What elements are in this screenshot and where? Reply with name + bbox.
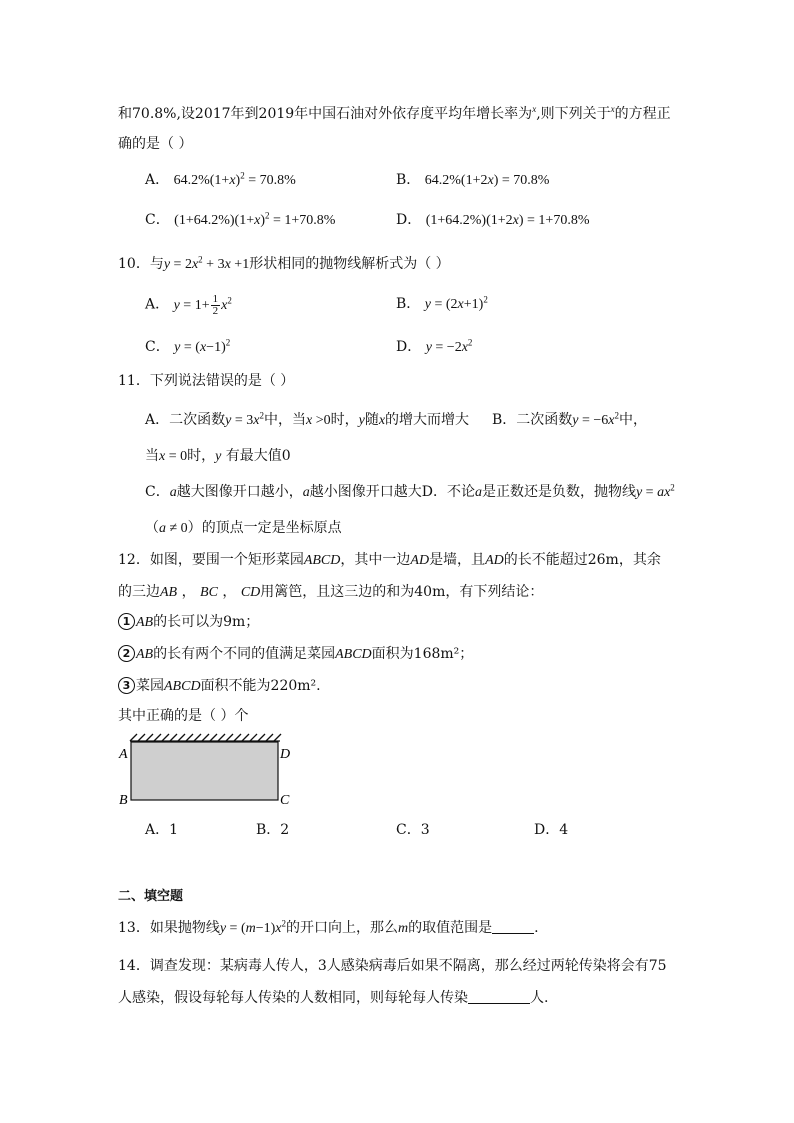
- q11-c-var-a-2: a: [302, 485, 310, 500]
- q11-c-var-a: a: [169, 485, 177, 500]
- q10-stem-b: 形状相同的抛物线解析式为（ ）: [249, 256, 450, 272]
- q12-option-a-value: 1: [169, 822, 179, 838]
- q9-stem-text-c: 的方程正: [614, 106, 671, 122]
- q14-text-a: 人感染，假设每轮每人传染的人数相同，则每轮每人传染: [118, 990, 468, 1006]
- section-heading: 二、填空题: [118, 889, 184, 904]
- q10-option-d-label: D．: [396, 339, 422, 355]
- wall-hatching: [130, 734, 281, 741]
- q11-option-a-b[interactable]: [145, 410, 647, 431]
- q12-option-a-label: A．: [145, 822, 170, 838]
- q10-option-c-label: C．: [145, 339, 170, 355]
- q11-b-text-4: 时，: [187, 448, 216, 464]
- q12-option-b[interactable]: [256, 820, 289, 840]
- circled-number-1: 1: [118, 613, 135, 630]
- q11-a-var-x: x: [378, 413, 386, 428]
- garden-rectangle: [131, 742, 278, 800]
- q10-option-a-label: A．: [145, 296, 170, 313]
- q11-a-formula: $y = 3x^2$: [225, 410, 264, 428]
- q9-var-x: x: [532, 104, 537, 115]
- q11-d-text-3: 的顶点一定是坐标原点: [201, 520, 342, 536]
- q12-text-2d: 用篱笆，且这三边的和为40m，有下列结论：: [260, 584, 544, 600]
- q11-b-cond: x = 0: [159, 449, 188, 464]
- q12-text-1a: 12．如图，要围一个矩形菜园: [118, 552, 304, 568]
- garden-figure: [118, 730, 308, 810]
- q11-option-c-d[interactable]: [145, 482, 675, 503]
- q14-answer-blank[interactable]: [468, 989, 530, 1004]
- q9-stem-line2: 确的是（ ）: [118, 136, 193, 152]
- q10-option-b-label: B．: [396, 296, 421, 312]
- q12-conclusion-3: 3 菜园ABCD面积不能为220m².: [118, 676, 321, 697]
- q11-c-text-2: 越大图像开口越小，: [176, 484, 303, 500]
- q12-c3-text-b: 面积不能为220m².: [200, 678, 321, 694]
- q11-a-var-y: y: [358, 413, 365, 428]
- label-c: C: [280, 793, 290, 808]
- q10-option-c[interactable]: [145, 337, 230, 358]
- q12-option-d-value: 4: [559, 822, 569, 838]
- q11-b-var-y: y: [215, 449, 222, 464]
- q10-option-b[interactable]: [396, 294, 488, 315]
- q13-stem: [118, 918, 539, 939]
- q11-d-formula: $y = ax^2$: [635, 482, 675, 500]
- q9-option-c[interactable]: [145, 210, 335, 231]
- q10-option-d-formula: $y = -2x^2$: [425, 337, 473, 355]
- q12-option-d-label: D．: [534, 822, 560, 838]
- q10-stem-a: 10．与: [118, 256, 164, 272]
- q9-stem-text-b: ,则下列关于: [536, 106, 611, 122]
- q13-formula: $y = (m-1)x^2$: [219, 918, 287, 936]
- q12-option-d[interactable]: [534, 820, 568, 840]
- q11-a-text-1: A．二次函数: [145, 412, 226, 428]
- q9-option-a[interactable]: [145, 170, 296, 191]
- label-b: B: [119, 793, 128, 808]
- q10-option-a-formula: y = 1+ $\frac{1}{2}$ $x^2$: [173, 293, 232, 317]
- q12-conclusion-1: 1 AB的长可以为9m；: [118, 612, 259, 633]
- q12-option-c[interactable]: [396, 820, 430, 840]
- q9-option-a-formula: $64.2\%(1+x)^2 = 70.8\%$: [173, 170, 296, 188]
- q14-stem-line2: [118, 988, 548, 1008]
- q12-c2-text-b: 面积为168m²；: [371, 646, 474, 662]
- circled-number-3: 3: [118, 677, 135, 694]
- q11-option-d-cont: [145, 518, 342, 539]
- q12-option-a[interactable]: [145, 820, 178, 840]
- q9-option-b-formula: 64.2%(1+2x) = 70.8%: [424, 173, 550, 188]
- q11-c-text-1: C．: [145, 484, 170, 500]
- q11-option-b-cont: [145, 446, 291, 467]
- q12-stem-line1: 12．如图，要围一个矩形菜园ABCD，其中一边AD是墙，且AD的长不能超过26m，其余: [118, 552, 661, 568]
- q9-option-a-label: A．: [145, 172, 170, 188]
- q11-a-text-5: 的增大而增大: [385, 412, 470, 428]
- q11-b-text-2: 中，: [618, 412, 647, 428]
- q9-option-c-label: C．: [145, 212, 170, 228]
- q12-stem-line2: 的三边AB ， BC ， CD用篱笆，且这三边的和为40m，有下列结论：: [118, 584, 544, 600]
- q11-b-text-5: 有最大值0: [225, 448, 291, 464]
- q11-b-text-3: 当: [145, 448, 159, 464]
- q12-text-1d: 的长不能超过26m，其余: [503, 552, 661, 568]
- q11-b-text-1: B．二次函数: [491, 412, 573, 428]
- q9-option-d-formula: (1+64.2%)(1+2x) = 1+70.8%: [425, 213, 590, 228]
- q11-c-text-3: 越小图像开口越大: [309, 484, 422, 500]
- q11-d-text-1: D．不论: [421, 484, 475, 500]
- q11-d-cond: （a ≠ 0）: [145, 521, 202, 536]
- q9-option-b-label: B．: [396, 172, 421, 188]
- q12-option-b-label: B．: [256, 822, 281, 838]
- q11-a-text-4: 随: [364, 412, 379, 428]
- q11-d-var-a: a: [474, 485, 482, 500]
- q12-text-2c: ，: [222, 584, 237, 600]
- q9-var-x-2: x: [610, 104, 615, 115]
- q13-text-d: .: [534, 920, 539, 936]
- label-a: A: [119, 747, 128, 762]
- q10-option-b-formula: $y = (2x+1)^2$: [424, 294, 488, 312]
- q12-text-2b: ，: [181, 584, 196, 600]
- q12-c3-text-a: 菜园: [136, 678, 164, 694]
- q9-option-b[interactable]: [396, 170, 549, 191]
- circled-number-2: 2: [118, 645, 135, 662]
- q9-option-d-label: D．: [396, 212, 422, 228]
- q12-option-b-value: 2: [280, 822, 290, 838]
- q13-text-c: 的取值范围是: [408, 920, 493, 936]
- q9-stem-line1: [118, 104, 671, 124]
- q10-option-c-formula: $y = (x-1)^2$: [174, 337, 231, 355]
- label-d: D: [280, 747, 291, 762]
- q12-c1-text: 的长可以为9m；: [153, 614, 260, 630]
- q13-text-b: 的开口向上，那么: [286, 920, 399, 936]
- q11-b-formula: $y = -6x^2$: [572, 410, 619, 428]
- q12-ask: 其中正确的是（ ）个: [118, 708, 249, 724]
- q11-d-text-2: 是正数还是负数，抛物线: [481, 484, 636, 500]
- q13-var-m: m: [398, 921, 409, 936]
- q12-conclusion-2: 2 AB的长有两个不同的值满足菜园ABCD面积为168m²；: [118, 644, 473, 665]
- q12-text-1b: ，其中一边: [340, 552, 411, 568]
- q12-text-1c: 是墙，且: [429, 552, 486, 568]
- q10-option-d[interactable]: [396, 337, 472, 358]
- q9-option-d[interactable]: [396, 210, 589, 231]
- q10-stem: [118, 254, 450, 275]
- q14-stem-line1: 14．调查发现：某病毒人传人，3人感染病毒后如果不隔离，那么经过两轮传染将会有75: [118, 958, 667, 974]
- q13-text-a: 13．如果抛物线: [118, 920, 220, 936]
- q11-a-cond: x >0: [305, 413, 331, 428]
- q12-option-c-value: 3: [420, 822, 430, 838]
- q10-stem-formula: $y = 2x^2 + 3x +1$: [163, 254, 250, 272]
- q11-stem: 11．下列说法错误的是（ ）: [118, 373, 295, 389]
- q14-text-b: 人.: [530, 990, 549, 1006]
- q12-option-c-label: C．: [396, 822, 421, 838]
- q11-a-text-2: 中，当: [263, 412, 306, 428]
- q9-stem-text-a: 和70.8%,设2017年到2019年中国石油对外依存度平均年增长率为: [118, 106, 533, 122]
- q12-text-2a: 的三边: [118, 584, 160, 600]
- q10-option-a[interactable]: [145, 294, 232, 317]
- q9-option-c-formula: $(1+64.2\%)(1+x)^2 = 1+70.8\%$: [174, 210, 336, 228]
- q13-answer-blank[interactable]: [492, 919, 534, 934]
- q12-c2-text-a: 的长有两个不同的值满足菜园: [153, 646, 336, 662]
- q11-a-text-3: 时，: [330, 412, 359, 428]
